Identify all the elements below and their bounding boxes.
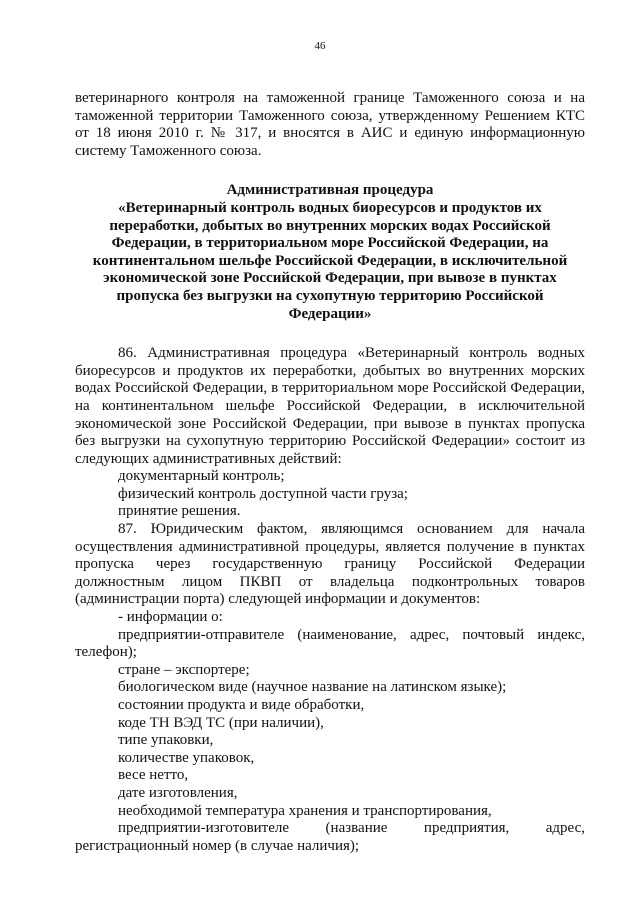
info-item: необходимой температура хранения и транспортирования, [118,802,492,819]
paragraph-86: 86. Административная процедура «Ветеринарный контроль водных биоресурсов и продуктов их переработки, добытых во внутренних морских водах Российской Федерации, в территориальном море Российской Федерации, на континентальном шельфе Российской Федерации, в исключительной экономической зоне Российской Федерации, при вывозе в пунктах пропуска без выгрузки на сухопутную территорию Российской Федерации» состоит из следующих административных действий: [75,345,585,467]
info-header: - информации о: [118,609,223,626]
info-item: весе нетто, [118,767,189,784]
action-item: документарный контроль; [118,468,285,485]
info-item: дате изготовления, [118,784,238,801]
info-item: биологическом виде (научное название на латинском языке); [118,679,507,696]
procedure-heading-subtitle: «Ветеринарный контроль водных биоресурсов и продуктов их переработки, добытых во внутренних морских водах Российской Федерации, в территориальном море Российской Федерации, на континентальном шельфе Российской Федерации, в исключительной экономической зоне Российской Федерации, при вывозе в пунктах пропуска без выгрузки на сухопутную территорию Российской Федерации» [92,199,568,322]
info-item: количестве упаковок, [118,749,255,766]
info-item: состоянии продукта и виде обработки, [118,697,365,713]
info-item: коде ТН ВЭД ТС (при наличии), [118,714,324,731]
info-item: типе упаковки, [118,732,214,749]
info-sender: предприятии-отправителе (наименование, адрес, почтовый индекс, телефон); [75,626,585,661]
paragraph-87: 87. Юридическим фактом, являющимся основанием для начала осуществления административной процедуры, является получение в пунктах пропуска через государственную границу Российской Федерации должностным лицом ПКВП от владельца подконтрольных товаров (администрации порта) следующей информации и документов: [75,521,585,608]
intro-paragraph: ветеринарного контроля на таможенной границе Таможенного союза и на таможенной территории Таможенного союза, утвержденному Решением КТС от 18 июня 2010 г. № 317, и вносятся в АИС и единую информационную систему Таможенного союза. [75,90,585,159]
action-item: принятие решения. [118,503,241,520]
action-item: физический контроль доступной части груза; [118,485,408,502]
document-body [75,90,585,855]
info-manufacturer: предприятии-изготовителе (название предприятия, адрес, регистрационный номер (в случае наличия); [75,820,585,854]
procedure-heading-title: Административная процедура [226,182,434,199]
info-item: стране – экспортере; [118,661,250,678]
page-number: 46 [314,40,326,52]
spacer [75,323,585,345]
